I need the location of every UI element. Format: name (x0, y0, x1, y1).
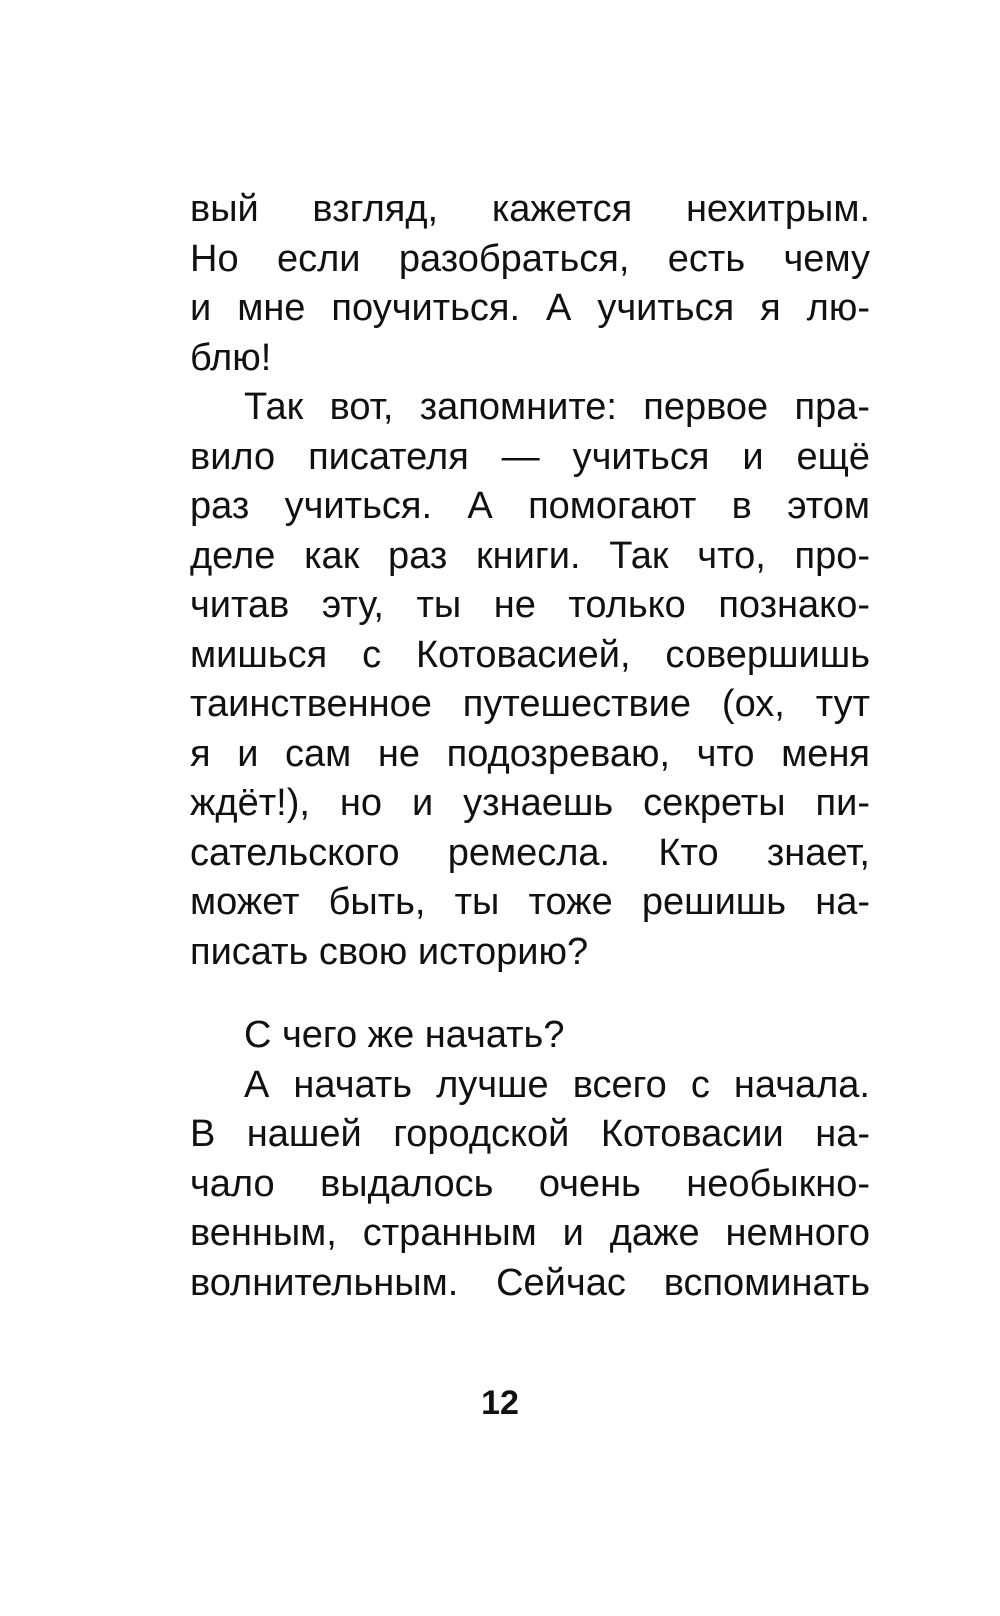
text-line: может быть, ты тоже решишь на- (190, 881, 870, 923)
text-line: раз учиться. А помогают в этом (190, 485, 870, 527)
text-block-top (190, 185, 870, 977)
page-number: 12 (481, 1384, 519, 1422)
text-line: ждёт!), но и узнаешь секреты пи- (190, 782, 870, 824)
text-line: волнительным. Сейчас вспоминать (190, 1261, 870, 1304)
text-line: блю! (190, 336, 272, 379)
text-line: и мне поучиться. А учиться я лю- (190, 287, 870, 329)
text-line: мишься с Котовасией, совершишь (190, 633, 870, 676)
text-line: С чего же начать? (244, 1014, 565, 1056)
text-line: чало выдалось очень необыкно- (190, 1162, 870, 1205)
text-line: читав эту, ты не только познако- (190, 584, 870, 626)
text-line: писать свою историю? (190, 930, 589, 973)
text-line: Но если разобраться, есть чему (190, 237, 870, 280)
text-line: А начать лучше всего с начала. (244, 1063, 870, 1106)
text-line: вило писателя — учиться и ещё (190, 435, 870, 478)
text-line: венным, странным и даже немного (190, 1212, 870, 1254)
text-block-bottom (190, 1011, 870, 1308)
text-line: Так вот, запомните: первое пра- (244, 386, 870, 428)
text-line: сательского ремесла. Кто знает, (190, 831, 870, 874)
text-line: вый взгляд, кажется нехитрым. (190, 188, 870, 230)
text-line: деле как раз книги. Так что, про- (190, 534, 870, 577)
text-line: В нашей городской Котовасии на- (190, 1113, 870, 1155)
text-line: таинственное путешествие (ох, тут (190, 683, 870, 725)
text-line: я и сам не подозреваю, что меня (190, 732, 870, 775)
